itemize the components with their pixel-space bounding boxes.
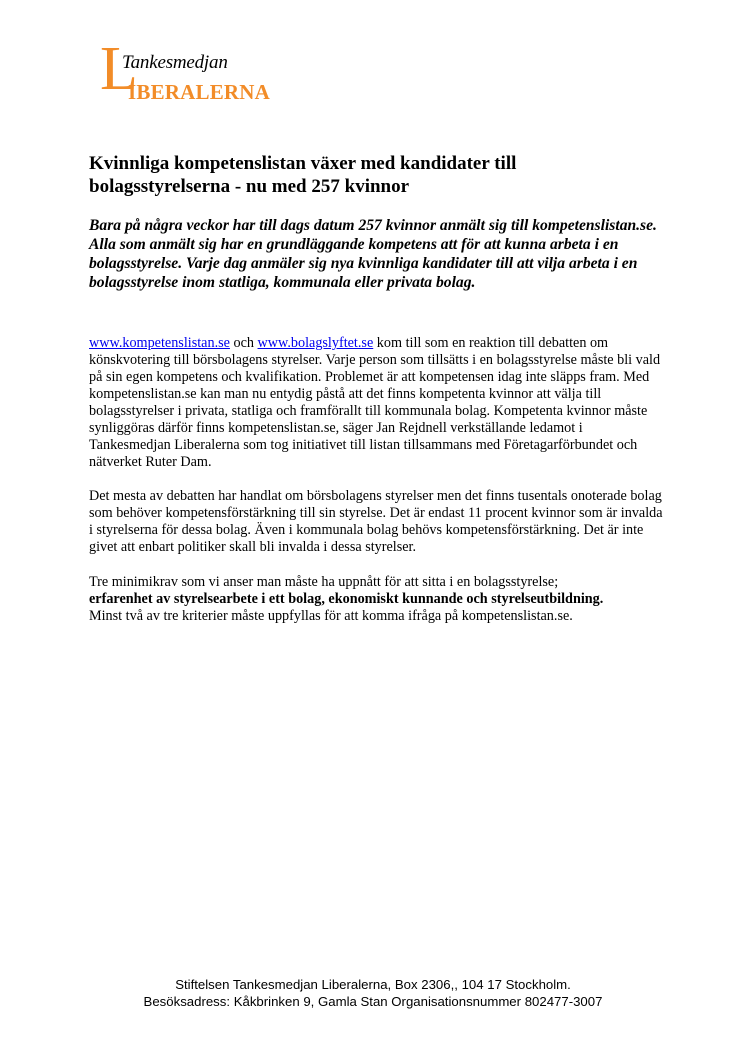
footer (0, 976, 746, 1010)
logo (100, 35, 310, 110)
criteria-intro: Tre minimikrav som vi anser man måste ha uppnått för att sitta i en bolagsstyrelse; (89, 574, 559, 590)
link-connector: och (229, 335, 258, 351)
link-bolagslyftet[interactable]: www.bolagslyftet.se (257, 335, 374, 351)
body-paragraph-2: Det mesta av debatten har handlat om börsbolagens styrelser men det finns tusentals onoterade bolag som behöver kompetensförstärkning till sin styrelse. Det är endast 11 procent kvinnor som är invalda i styrelserna för dessa bolag. Även i kommunala bolag behövs kompetensförstärkning. Det är inte givet att enbart politiker skall bli invalda i dessa styrelser. (89, 488, 663, 555)
logo-top-text: Tankesmedjan (122, 52, 228, 73)
lead-paragraph: Bara på några veckor har till dags datum 257 kvinnor anmält sig till kompetenslistan.se. Alla som anmält sig har en grundläggande kompetens att för att kunna arbeta i en bolagsstyrelse. Varje dag anmäler sig nya kvinnliga kandidater till att vilja arbeta i en bolagsstyrelse inom statliga, kommunala eller privata bolag. (89, 217, 657, 291)
logo-bottom-text: IBERALERNA (128, 80, 271, 104)
footer-address: Stiftelsen Tankesmedjan Liberalerna, Box 2306,, 104 17 Stockholm. (175, 977, 571, 992)
body-paragraph-1-text: kom till som en reaktion till debatten om könskvotering till börsbolagens styrelser. Varje person som tillsätts i en bolagsstyrelse måste bli vald på sin egen kompetens och kvalifikation. Problemet är att kompetensen idag inte släpps fram. Med kompetenslistan.se kan man nu entydig påstå att det finns kompetenta kvinnor att välja till bolagsstyrelser i privata, statliga och framförallt till kommunala bolag. Kompetenta kvinnor måste synliggöras därför finns kompetenslistan.se, säger Jan Rejdnell verkställande ledamot i Tankesmedjan Liberalerna som tog initiativet till listan tillsammans med Företagarförbundet och nätverket Ruter Dam. (89, 335, 661, 470)
criteria-outro: Minst två av tre kriterier måste uppfyllas för att komma ifråga på kompetenslistan.se. (89, 608, 573, 624)
body-paragraph-3 (89, 574, 664, 625)
footer-visit-address: Besöksadress: Kåkbrinken 9, Gamla Stan Organisationsnummer 802477-3007 (143, 994, 603, 1009)
body-paragraph-1 (89, 335, 664, 471)
criteria-list: erfarenhet av styrelsearbete i ett bolag, ekonomiskt kunnande och styrelseutbildning. (89, 591, 604, 607)
headline: Kvinnliga kompetenslistan växer med kandidater till bolagsstyrelserna - nu med 257 kvinnor (89, 153, 517, 197)
logo-initial: L (100, 35, 138, 103)
link-kompetenslistan[interactable]: www.kompetenslistan.se (89, 335, 230, 351)
